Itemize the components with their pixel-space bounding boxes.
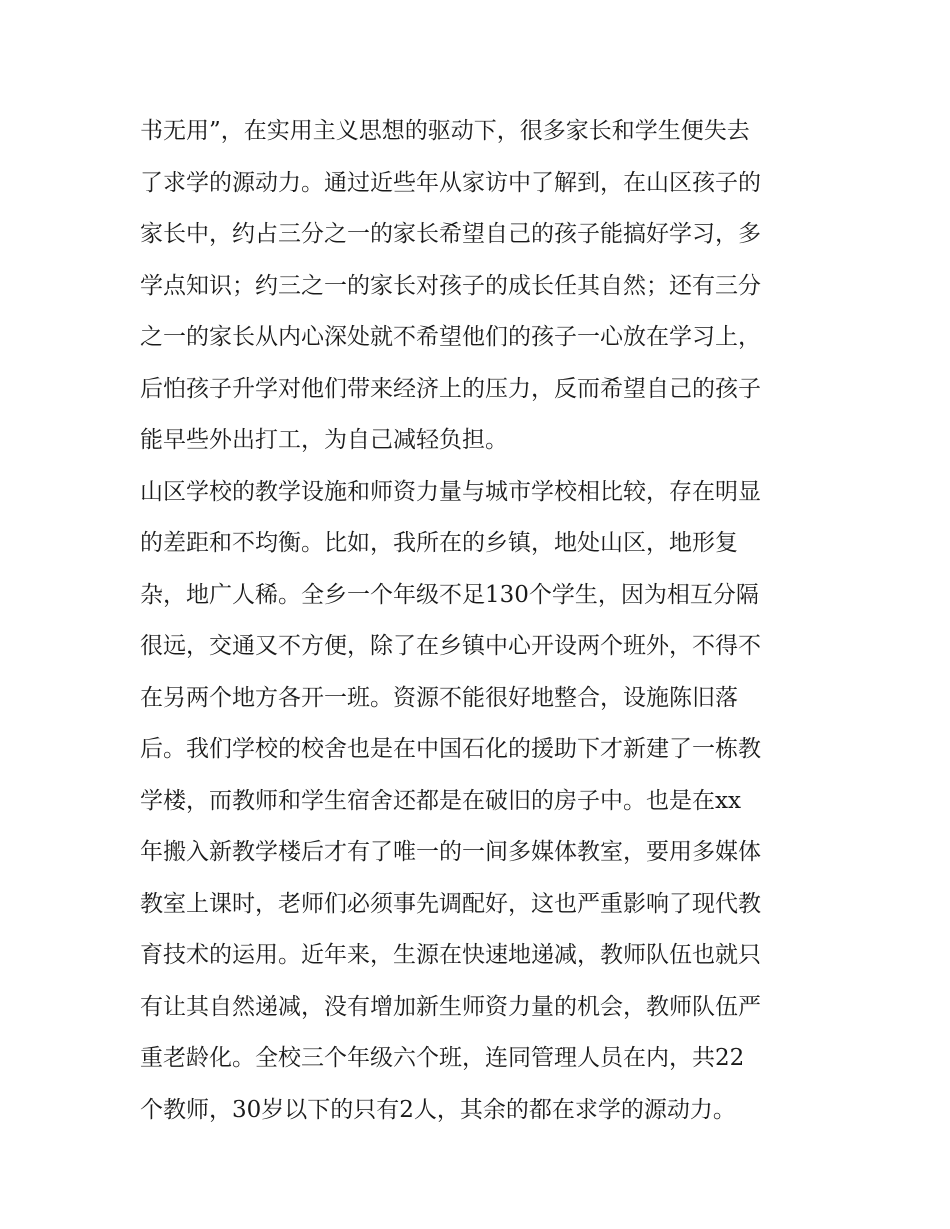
text-line: 杂，地广人稀。全乡一个年级不足130个学生，因为相互分隔 [140, 581, 759, 608]
text-line: 很远，交通又不方便，除了在乡镇中心开设两个班外，不得不 [140, 633, 761, 659]
text-line: 重老龄化。全校三个年级六个班，连同管理人员在内，共22 [140, 1045, 745, 1071]
text-line: 之一的家长从内心深处就不希望他们的孩子一心放在学习上， [140, 324, 761, 350]
text-line: 在另两个地方各开一班。资源不能很好地整合，设施陈旧落 [140, 684, 738, 711]
document-body [140, 106, 830, 1136]
text-line: 学点知识；约三之一的家长对孩子的成长任其自然；还有三分 [140, 272, 761, 299]
text-line: 了求学的源动力。通过近些年从家访中了解到，在山区孩子的 [140, 169, 761, 196]
text-line: 个教师，30岁以下的只有2人，其余的都在求学的源动力。 [140, 1096, 736, 1123]
text-line: 有让其自然递减，没有增加新生师资力量的机会，教师队伍严 [140, 993, 761, 1020]
text-line: 后。我们学校的校舍也是在中国石化的援助下才新建了一栋教 [140, 736, 761, 762]
text-line: 书无用”，在实用主义思想的驱动下，很多家长和学生便失去 [140, 118, 750, 144]
text-line: 年搬入新教学楼后才有了唯一的一间多媒体教室，要用多媒体 [140, 839, 761, 865]
text-line: 后怕孩子升学对他们带来经济上的压力，反而希望自己的孩子 [140, 375, 761, 402]
text-line: 能早些外出打工，为自己减轻负担。 [140, 427, 508, 453]
text-line: 学楼，而教师和学生宿舍还都是在破旧的房子中。也是在xx [140, 787, 741, 814]
text-line: 的差距和不均衡。比如，我所在的乡镇，地处山区，地形复 [140, 530, 738, 556]
text-line: 家长中，约占三分之一的家长希望自己的孩子能搞好学习，多 [140, 221, 761, 247]
text-line: 教室上课时，老师们必须事先调配好，这也严重影响了现代教 [140, 890, 761, 917]
text-line: 山区学校的教学设施和师资力量与城市学校相比较，存在明显 [140, 478, 761, 505]
text-line: 育技术的运用。近年来，生源在快速地递减，教师队伍也就只 [140, 942, 761, 968]
